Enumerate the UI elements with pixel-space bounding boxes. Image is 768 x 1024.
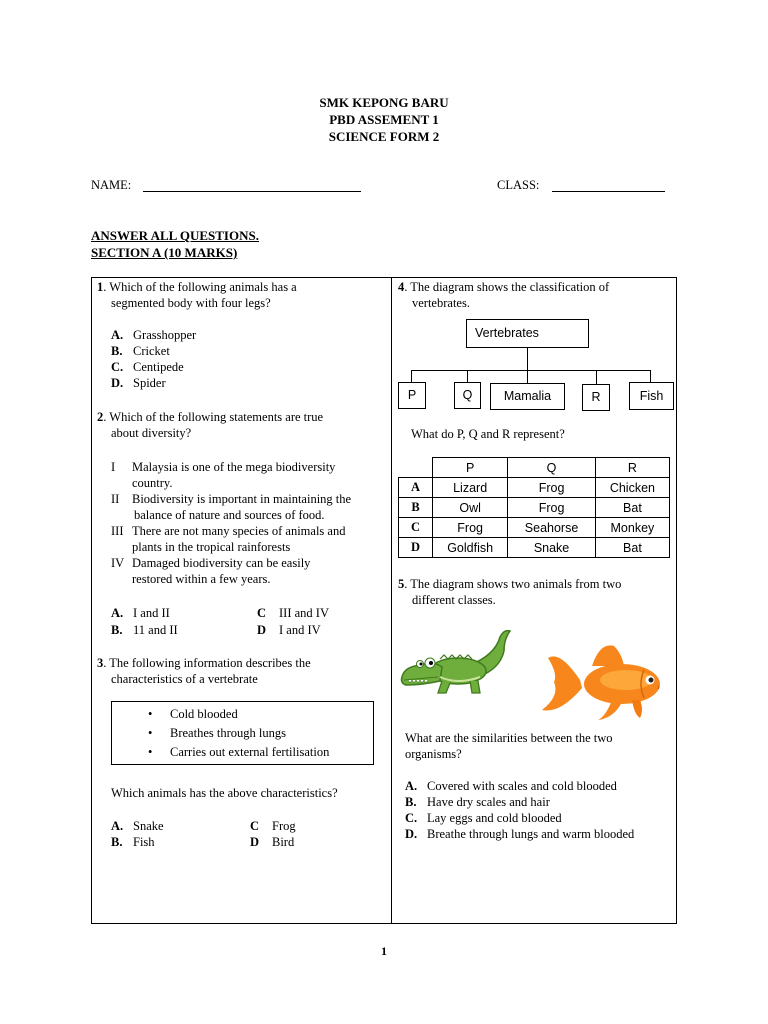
tree-node-p: P bbox=[398, 382, 426, 409]
q3-option-d[interactable]: D Bird bbox=[250, 835, 295, 849]
q3-characteristic-3: • Carries out external fertilisation bbox=[112, 743, 373, 762]
table-row-b[interactable]: B Owl Frog Bat bbox=[399, 498, 670, 518]
q3-text-line2: characteristics of a vertebrate bbox=[111, 672, 258, 686]
class-field-line[interactable] bbox=[552, 191, 665, 192]
instruction-answer-all: ANSWER ALL QUESTIONS. bbox=[91, 228, 259, 243]
q5-question bbox=[405, 730, 673, 762]
q2-statement-1: I Malaysia is one of the mega biodiversity country. bbox=[111, 460, 336, 490]
q2-statement-3: III There are not many species of animals and plants in the tropical rainforests bbox=[111, 524, 346, 554]
question-4 bbox=[398, 279, 673, 311]
tree-node-q: Q bbox=[454, 382, 481, 409]
q5-option-a[interactable]: A. Covered with scales and cold blooded bbox=[405, 779, 617, 793]
table-corner bbox=[399, 458, 433, 478]
q1-option-c[interactable]: C. Centipede bbox=[111, 360, 184, 374]
tree-connector-root bbox=[527, 348, 528, 370]
q2-text-line1: . Which of the following statements are true bbox=[103, 410, 324, 424]
question-5 bbox=[398, 576, 673, 608]
q1-text-line1: . Which of the following animals has a bbox=[103, 280, 297, 294]
subject-title: SCIENCE FORM 2 bbox=[328, 129, 440, 144]
table-row-d[interactable]: D Goldfish Snake Bat bbox=[399, 538, 670, 558]
q4-text-line2: vertebrates. bbox=[412, 296, 470, 310]
q5-option-d[interactable]: D. Breathe through lungs and warm blooded bbox=[405, 827, 635, 841]
assessment-title: PBD ASSEMENT 1 bbox=[329, 112, 439, 127]
q3-characteristic-1: • Cold blooded bbox=[112, 705, 373, 724]
name-field-line[interactable] bbox=[143, 191, 361, 192]
q3-option-b[interactable]: B. Fish bbox=[111, 835, 155, 849]
question-1 bbox=[97, 279, 387, 311]
q5-options bbox=[405, 778, 634, 842]
tree-node-mamalia: Mamalia bbox=[490, 383, 565, 410]
q5-number: 5 bbox=[398, 577, 405, 591]
tree-connector-horizontal bbox=[411, 370, 650, 371]
q5-question-line1: What are the similarities between the two bbox=[405, 731, 613, 745]
tree-connector-r bbox=[596, 370, 597, 384]
q5-option-c[interactable]: C. Lay eggs and cold blooded bbox=[405, 811, 562, 825]
q4-answer-table bbox=[398, 457, 670, 558]
q2-option-d[interactable]: D I and IV bbox=[257, 623, 321, 637]
table-header-row bbox=[399, 458, 670, 478]
question-2 bbox=[97, 409, 387, 441]
q5-text-line1: . The diagram shows two animals from two bbox=[404, 577, 622, 591]
instruction-section-a: SECTION A (10 MARKS) bbox=[91, 245, 238, 260]
q2-number: 2 bbox=[97, 410, 104, 424]
tree-root-vertebrates: Vertebrates bbox=[466, 319, 589, 348]
tree-connector-fish bbox=[650, 370, 651, 382]
q2-option-c[interactable]: C III and IV bbox=[257, 606, 329, 620]
q3-characteristic-2: • Breathes through lungs bbox=[112, 724, 373, 743]
q2-statements bbox=[111, 459, 389, 587]
q4-question: What do P, Q and R represent? bbox=[411, 427, 565, 441]
tree-connector-q bbox=[467, 370, 468, 382]
q2-option-a[interactable]: A. I and II bbox=[111, 606, 170, 620]
q2-text-line2: about diversity? bbox=[111, 426, 192, 440]
q1-options bbox=[111, 327, 196, 391]
q1-option-a[interactable]: A. Grasshopper bbox=[111, 328, 197, 342]
name-label: NAME: bbox=[91, 178, 132, 192]
q3-option-c[interactable]: C Frog bbox=[250, 819, 296, 833]
column-divider bbox=[391, 277, 392, 924]
table-row-c[interactable]: C Frog Seahorse Monkey bbox=[399, 518, 670, 538]
q3-option-a[interactable]: A. Snake bbox=[111, 819, 164, 833]
q5-question-line2: organisms? bbox=[405, 747, 462, 761]
page-number: 1 bbox=[381, 944, 387, 958]
q1-text-line2: segmented body with four legs? bbox=[111, 296, 271, 310]
tree-node-fish: Fish bbox=[629, 382, 674, 410]
q2-statement-4: IV Damaged biodiversity can be easily restored within a few years. bbox=[111, 556, 311, 586]
q3-characteristics-box bbox=[111, 701, 374, 765]
q2-statement-2: II Biodiversity is important in maintaining the balance of nature and sources of food. bbox=[111, 492, 352, 522]
q4-text-line1: . The diagram shows the classification of bbox=[404, 280, 610, 294]
tree-node-r: R bbox=[582, 384, 610, 411]
table-header-r: R bbox=[595, 458, 669, 478]
q3-question: Which animals has the above characteristics? bbox=[111, 786, 338, 800]
question-3 bbox=[97, 655, 387, 687]
crocodile-image bbox=[400, 625, 516, 697]
tree-connector-mamalia bbox=[527, 370, 528, 383]
class-label: CLASS: bbox=[497, 178, 540, 192]
q2-option-b[interactable]: B. 11 and II bbox=[111, 623, 178, 637]
q3-number: 3 bbox=[97, 656, 104, 670]
goldfish-image bbox=[540, 640, 664, 724]
tree-connector-p bbox=[411, 370, 412, 382]
q1-option-b[interactable]: B. Cricket bbox=[111, 344, 170, 358]
school-name: SMK KEPONG BARU bbox=[319, 95, 449, 110]
table-row-a[interactable]: A Lizard Frog Chicken bbox=[399, 478, 670, 498]
q5-text-line2: different classes. bbox=[412, 593, 496, 607]
table-header-p: P bbox=[433, 458, 508, 478]
table-header-q: Q bbox=[508, 458, 596, 478]
q4-number: 4 bbox=[398, 280, 405, 294]
q1-number: 1 bbox=[97, 280, 104, 294]
q1-option-d[interactable]: D. Spider bbox=[111, 376, 166, 390]
q5-option-b[interactable]: B. Have dry scales and hair bbox=[405, 795, 550, 809]
q3-text-line1: . The following information describes the bbox=[103, 656, 311, 670]
